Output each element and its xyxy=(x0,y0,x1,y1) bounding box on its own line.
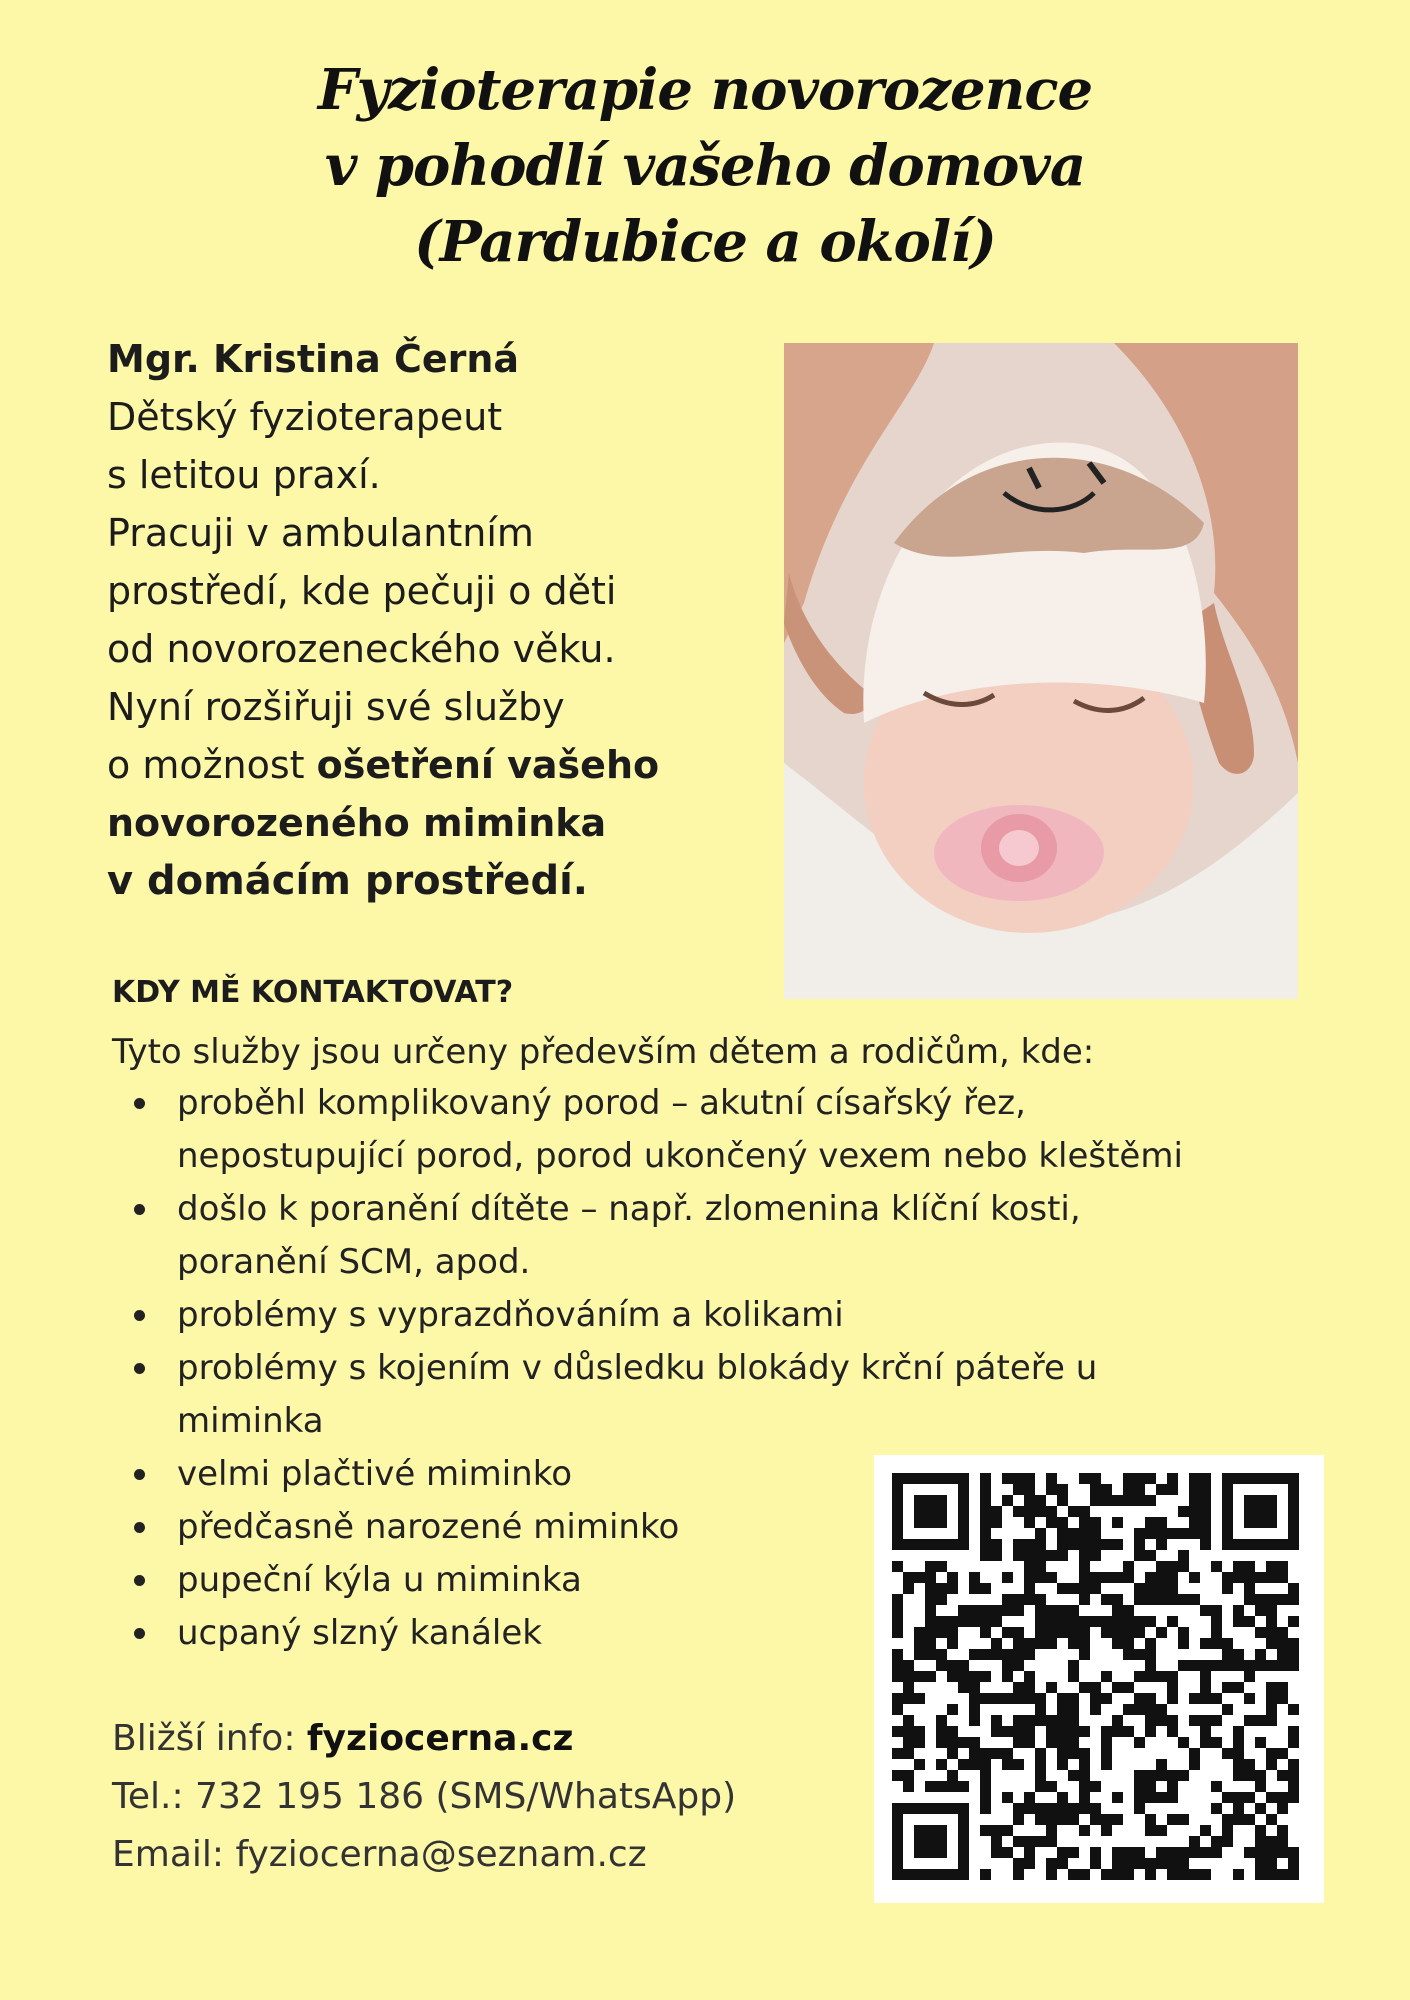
website-line xyxy=(112,1710,736,1768)
list-item-text: předčasně narozené miminko xyxy=(177,1507,680,1547)
list-item-text: miminka xyxy=(177,1401,324,1441)
website-link[interactable]: fyziocerna.cz xyxy=(306,1718,574,1759)
list-item-text: proběhl komplikovaný porod – akutní císařský řez, xyxy=(177,1083,1026,1123)
list-item xyxy=(130,1289,1270,1342)
contact-info xyxy=(112,1710,736,1884)
list-item xyxy=(130,1342,1270,1448)
title-line-3: (Pardubice a okolí) xyxy=(414,209,996,275)
intro-line xyxy=(107,736,767,794)
intro-highlight: v domácím prostředí. xyxy=(107,858,588,904)
intro-text xyxy=(107,330,767,910)
list-item-text: došlo k poranění dítěte – např. zlomenina klíční kosti, xyxy=(177,1189,1081,1229)
list-item-text: ucpaný slzný kanálek xyxy=(177,1613,542,1653)
bullet-icon xyxy=(134,1522,145,1533)
list-item xyxy=(130,1077,1270,1183)
intro-line: prostředí, kde pečuji o děti xyxy=(107,569,617,613)
baby-photo-illustration xyxy=(784,343,1298,999)
intro-line: Dětský fyzioterapeut xyxy=(107,395,503,439)
intro-line: s letitou praxí. xyxy=(107,453,381,497)
list-item-text: velmi plačtivé miminko xyxy=(177,1454,573,1494)
list-item-text: pupeční kýla u miminka xyxy=(177,1560,582,1600)
bullet-icon xyxy=(134,1628,145,1639)
intro-highlight: novorozeného miminka xyxy=(107,801,607,845)
intro-line: Nyní rozšiřuji své služby xyxy=(107,685,565,729)
list-item-text: nepostupující porod, porod ukončený vexem nebo kleštěmi xyxy=(177,1136,1183,1176)
title-line-1: Fyzioterapie novorozence xyxy=(317,57,1093,123)
therapist-name: Mgr. Kristina Černá xyxy=(107,337,520,381)
intro-line: Pracuji v ambulantním xyxy=(107,511,534,555)
baby-photo xyxy=(784,343,1298,999)
bullet-icon xyxy=(134,1363,145,1374)
qr-code-graphic xyxy=(874,1455,1324,1903)
intro-line: od novorozeneckého věku. xyxy=(107,627,616,671)
page-title xyxy=(0,52,1410,280)
qr-code-icon[interactable] xyxy=(874,1455,1324,1903)
intro-line-prefix: o možnost xyxy=(107,743,317,787)
phone-line[interactable]: Tel.: 732 195 186 (SMS/WhatsApp) xyxy=(112,1776,737,1817)
bullet-icon xyxy=(134,1204,145,1215)
list-item xyxy=(130,1183,1270,1289)
services-intro: Tyto služby jsou určeny především dětem a rodičům, kde: xyxy=(112,1032,1095,1072)
bullet-icon xyxy=(134,1098,145,1109)
list-item-text: poranění SCM, apod. xyxy=(177,1242,531,1282)
list-item-text: problémy s kojením v důsledku blokády krční páteře u xyxy=(177,1348,1098,1388)
email-line[interactable]: Email: fyziocerna@seznam.cz xyxy=(112,1834,647,1875)
title-line-2: v pohodlí vašeho domova xyxy=(324,133,1086,199)
list-item-text: problémy s vyprazdňováním a kolikami xyxy=(177,1295,844,1335)
intro-highlight: ošetření vašeho xyxy=(316,743,660,787)
contact-heading: KDY MĚ KONTAKTOVAT? xyxy=(112,975,514,1010)
bullet-icon xyxy=(134,1575,145,1586)
bullet-icon xyxy=(134,1310,145,1321)
bullet-icon xyxy=(134,1469,145,1480)
website-label: Bližší info: xyxy=(112,1718,307,1759)
